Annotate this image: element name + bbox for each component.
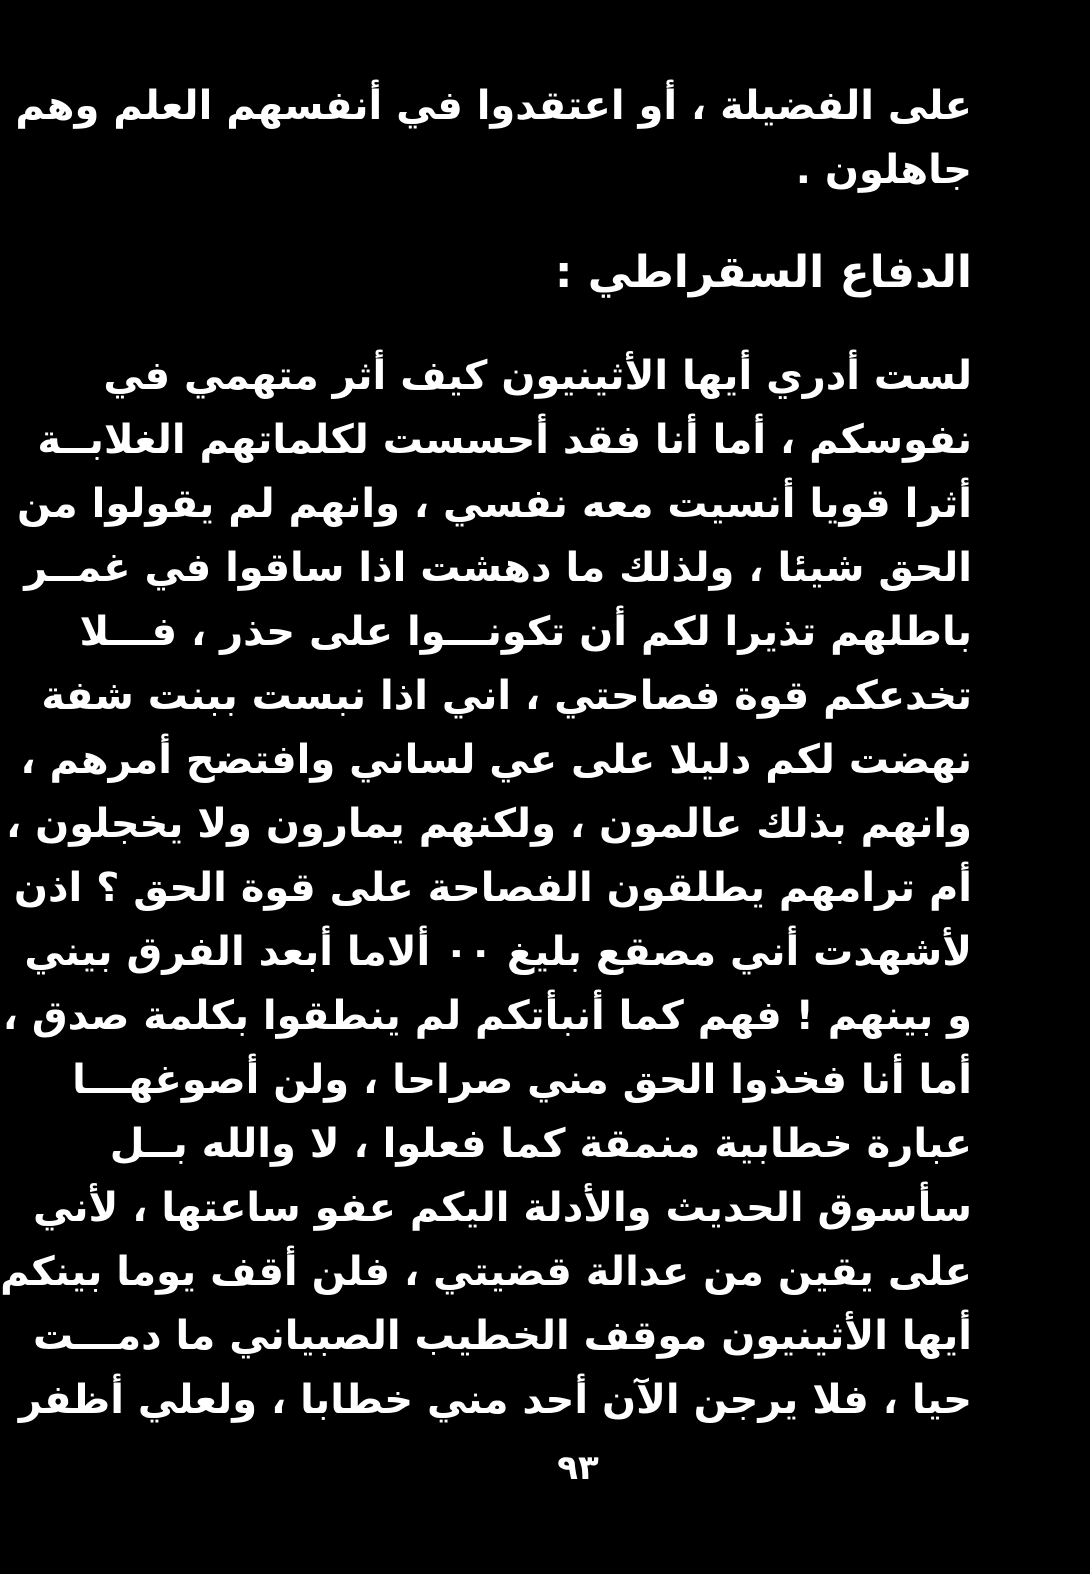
text-line: أما أنا فخذوا الحق مني صراحا ، ولن أصوغهـــا xyxy=(72,1057,972,1103)
text-line: جاهلون . xyxy=(795,147,972,193)
text-line: على يقين من عدالة قضيتي ، فلن أقف يوما بينكم xyxy=(0,1249,972,1295)
text-line: على الفضيلة ، أو اعتقدوا في أنفسهم العلم وهم xyxy=(15,83,972,129)
text-line: وانهم بذلك عالمون ، ولكنهم يمارون ولا يخجلون ، xyxy=(6,801,972,847)
text-line: لأشهدت أني مصقع بليغ ٠٠ ألاما أبعد الفرق بيني xyxy=(24,929,972,975)
section-heading: الدفاع السقراطي : xyxy=(554,247,972,298)
text-line: سأسوق الحديث والأدلة اليكم عفو ساعتها ، لأني xyxy=(33,1185,972,1231)
text-line: و بينهم ! فهم كما أنبأتكم لم ينطقوا بكلمة صدق ، xyxy=(2,993,972,1039)
text-line: نفوسكم ، أما أنا فقد أحسست لكلماتهم الغلابــة xyxy=(37,417,972,463)
page-number: ٩٣ xyxy=(557,1448,599,1488)
text-line: أم ترامهم يطلقون الفصاحة على قوة الحق ؟ اذن xyxy=(13,865,972,911)
text-line: الحق شيئا ، ولذلك ما دهشت اذا ساقوا في غمــر xyxy=(24,545,972,591)
body-paragraph xyxy=(0,344,972,1432)
text-line: نهضت لكم دليلا على عي لساني وافتضح أمرهم ، xyxy=(20,737,972,783)
paragraph-continuation xyxy=(15,74,972,202)
text-line: عبارة خطابية منمقة كما فعلوا ، لا والله بــل xyxy=(109,1121,972,1167)
text-line: حيا ، فلا يرجن الآن أحد مني خطابا ، ولعلي أظفر xyxy=(18,1377,972,1423)
text-line: تخدعكم قوة فصاحتي ، اني اذا نبست ببنت شفة xyxy=(41,673,972,719)
text-line: أيها الأثينيون موقف الخطيب الصبياني ما دمـــت xyxy=(32,1313,972,1359)
text-line: أثرا قويا أنسيت معه نفسي ، وانهم لم يقولوا من xyxy=(16,481,972,527)
text-line: باطلهم تذيرا لكم أن تكونـــوا على حذر ، فـــلا xyxy=(79,609,972,655)
text-line: لست أدري أيها الأثينيون كيف أثر متهمي في xyxy=(103,353,972,399)
